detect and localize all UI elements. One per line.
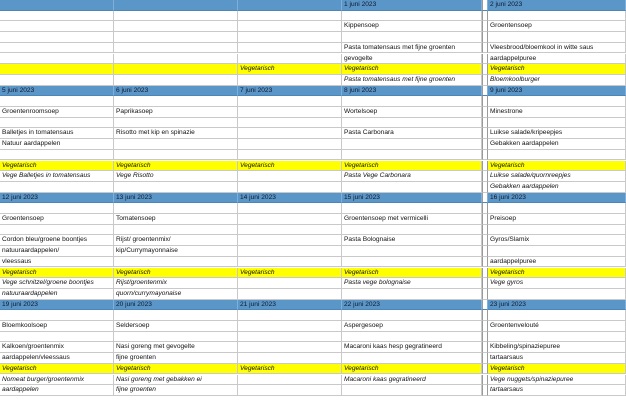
menu-row-thursday-cell[interactable] — [342, 96, 482, 107]
column-gap — [482, 118, 488, 129]
date-header-row — [0, 300, 626, 311]
column-gap — [482, 257, 488, 268]
vegetarian-dish-row-monday-cell[interactable]: Vege schnitzel/groene boontjes — [0, 278, 114, 289]
vegetarian-dish-row-friday-cell[interactable] — [488, 289, 626, 300]
vegetarian-label-row-thursday-cell[interactable]: Vegetarisch — [342, 268, 482, 279]
menu-row-wednesday-cell[interactable] — [238, 257, 342, 268]
menu-row — [0, 235, 626, 246]
menu-row-thursday-cell[interactable] — [342, 225, 482, 236]
column-gap — [482, 96, 488, 107]
date-header-row-wednesday-cell[interactable]: 21 juni 2023 — [238, 300, 342, 311]
vegetarian-dish-row-monday-cell[interactable]: Vege Balletjes in tomatensaus — [0, 171, 114, 182]
menu-row — [0, 139, 626, 150]
vegetarian-dish-row-wednesday-cell[interactable] — [238, 171, 342, 182]
menu-row — [0, 21, 626, 32]
vegetarian-dish-row — [0, 289, 626, 300]
menu-row-wednesday-cell[interactable] — [238, 353, 342, 364]
menu-row-tuesday-cell[interactable]: kip/Currymayonnaise — [114, 246, 238, 257]
menu-row-wednesday-cell[interactable] — [238, 321, 342, 332]
menu-row — [0, 150, 626, 161]
menu-row-thursday-cell[interactable] — [342, 118, 482, 129]
menu-row-monday-cell[interactable]: Kalkoen/groentenmix — [0, 342, 114, 353]
menu-row-wednesday-cell[interactable] — [238, 332, 342, 343]
vegetarian-dish-row — [0, 75, 626, 86]
menu-row-friday-cell[interactable]: Kibbeling/spinaziepuree — [488, 342, 626, 353]
column-gap — [482, 0, 488, 11]
date-header-row-thursday-cell[interactable]: 8 juni 2023 — [342, 86, 482, 97]
date-header-row-friday-cell[interactable]: 23 juni 2023 — [488, 300, 626, 311]
vegetarian-label-row-monday-cell[interactable] — [0, 64, 114, 75]
vegetarian-dish-row-friday-cell[interactable]: Luikse salade/quornreepjes — [488, 171, 626, 182]
column-gap — [482, 364, 488, 375]
vegetarian-dish-row — [0, 171, 626, 182]
vegetarian-dish-row-thursday-cell[interactable]: Pasta tomatensaus met fijne groenten — [342, 75, 482, 86]
vegetarian-label-row-monday-cell[interactable]: Vegetarisch — [0, 364, 114, 375]
menu-row — [0, 118, 626, 129]
menu-row-friday-cell[interactable] — [488, 11, 626, 22]
menu-row-monday-cell[interactable]: vleessaus — [0, 257, 114, 268]
menu-row — [0, 107, 626, 118]
vegetarian-dish-row — [0, 375, 626, 386]
date-header-row-tuesday-cell[interactable]: 6 juni 2023 — [114, 86, 238, 97]
column-gap — [482, 75, 488, 86]
menu-row — [0, 96, 626, 107]
vegetarian-label-row-thursday-cell[interactable]: Vegetarisch — [342, 364, 482, 375]
menu-row-wednesday-cell[interactable] — [238, 310, 342, 321]
vegetarian-label-row-tuesday-cell[interactable]: Vegetarisch — [114, 364, 238, 375]
menu-row-tuesday-cell[interactable] — [114, 332, 238, 343]
vegetarian-dish-row-monday-cell[interactable] — [0, 182, 114, 193]
menu-row-thursday-cell[interactable] — [342, 246, 482, 257]
vegetarian-label-row-wednesday-cell[interactable]: Vegetarisch — [238, 268, 342, 279]
date-header-row-wednesday-cell[interactable]: 7 juni 2023 — [238, 86, 342, 97]
menu-row-tuesday-cell[interactable]: Tomatensoep — [114, 214, 238, 225]
menu-row — [0, 321, 626, 332]
column-gap — [482, 235, 488, 246]
column-gap — [482, 214, 488, 225]
vegetarian-label-row — [0, 161, 626, 172]
date-header-row-tuesday-cell[interactable] — [114, 0, 238, 11]
menu-row-wednesday-cell[interactable] — [238, 139, 342, 150]
menu-row-wednesday-cell[interactable] — [238, 225, 342, 236]
menu-row-monday-cell[interactable] — [0, 203, 114, 214]
menu-row-friday-cell[interactable]: Vleesbrood/bloemkool in witte saus — [488, 43, 626, 54]
menu-row-tuesday-cell[interactable] — [114, 54, 238, 65]
column-gap — [482, 353, 488, 364]
menu-row-thursday-cell[interactable] — [342, 332, 482, 343]
menu-row-friday-cell[interactable] — [488, 246, 626, 257]
column-gap — [482, 139, 488, 150]
vegetarian-dish-row-tuesday-cell[interactable]: fijne groenten — [114, 385, 238, 396]
vegetarian-dish-row-tuesday-cell[interactable] — [114, 75, 238, 86]
column-gap — [482, 161, 488, 172]
column-gap — [482, 128, 488, 139]
vegetarian-dish-row-monday-cell[interactable]: Nomeat burger/groentenmix — [0, 375, 114, 386]
vegetarian-dish-row-monday-cell[interactable]: aardappelen — [0, 385, 114, 396]
vegetarian-dish-row-wednesday-cell[interactable] — [238, 75, 342, 86]
menu-row-monday-cell[interactable] — [0, 96, 114, 107]
menu-row-wednesday-cell[interactable] — [238, 43, 342, 54]
menu-row-wednesday-cell[interactable] — [238, 342, 342, 353]
menu-row-tuesday-cell[interactable] — [114, 225, 238, 236]
menu-row — [0, 342, 626, 353]
menu-row — [0, 43, 626, 54]
menu-row-tuesday-cell[interactable]: Rijst/ groentenmix/ — [114, 235, 238, 246]
menu-row-friday-cell[interactable]: Preisoep — [488, 214, 626, 225]
menu-row-friday-cell[interactable]: aardappelpuree — [488, 257, 626, 268]
vegetarian-dish-row-thursday-cell[interactable] — [342, 385, 482, 396]
vegetarian-label-row-tuesday-cell[interactable] — [114, 64, 238, 75]
date-header-row-monday-cell[interactable]: 19 juni 2023 — [0, 300, 114, 311]
menu-row-thursday-cell[interactable]: Macaroni kaas hesp gegratineerd — [342, 342, 482, 353]
menu-row-friday-cell[interactable] — [488, 150, 626, 161]
menu-row-friday-cell[interactable]: Groentenvelouté — [488, 321, 626, 332]
menu-row-friday-cell[interactable]: tartaarsaus — [488, 353, 626, 364]
menu-row-thursday-cell[interactable]: Pasta tomatensaus met fijne groenten — [342, 43, 482, 54]
column-gap — [482, 171, 488, 182]
menu-row-thursday-cell[interactable] — [342, 150, 482, 161]
menu-row-wednesday-cell[interactable] — [238, 203, 342, 214]
menu-row-tuesday-cell[interactable]: fijne groenten — [114, 353, 238, 364]
menu-row-monday-cell[interactable] — [0, 11, 114, 22]
vegetarian-dish-row-tuesday-cell[interactable]: Rijst/groentenmix — [114, 278, 238, 289]
menu-row-thursday-cell[interactable]: Aspergesoep — [342, 321, 482, 332]
menu-row-thursday-cell[interactable] — [342, 139, 482, 150]
vegetarian-dish-row-monday-cell[interactable] — [0, 75, 114, 86]
date-header-row-tuesday-cell[interactable]: 20 juni 2023 — [114, 300, 238, 311]
date-header-row-thursday-cell[interactable]: 15 juni 2023 — [342, 193, 482, 204]
menu-row-wednesday-cell[interactable] — [238, 96, 342, 107]
menu-row-monday-cell[interactable]: Natuur aardappelen — [0, 139, 114, 150]
date-header-row-friday-cell[interactable]: 16 juni 2023 — [488, 193, 626, 204]
menu-row-tuesday-cell[interactable] — [114, 150, 238, 161]
menu-row-tuesday-cell[interactable]: Nasi goreng met gevogelte — [114, 342, 238, 353]
vegetarian-label-row-friday-cell[interactable]: Vegetarisch — [488, 364, 626, 375]
column-gap — [482, 150, 488, 161]
menu-row-friday-cell[interactable]: Groentensoep — [488, 21, 626, 32]
column-gap — [482, 64, 488, 75]
column-gap — [482, 278, 488, 289]
vegetarian-label-row-tuesday-cell[interactable]: Vegetarisch — [114, 161, 238, 172]
menu-row-thursday-cell[interactable] — [342, 310, 482, 321]
vegetarian-dish-row-monday-cell[interactable]: natuuraardappelen — [0, 289, 114, 300]
menu-row-friday-cell[interactable] — [488, 203, 626, 214]
menu-row-tuesday-cell[interactable] — [114, 21, 238, 32]
vegetarian-label-row-thursday-cell[interactable]: Vegetarisch — [342, 64, 482, 75]
menu-row-thursday-cell[interactable]: Groentensoep met vermicelli — [342, 214, 482, 225]
menu-row — [0, 203, 626, 214]
vegetarian-dish-row-tuesday-cell[interactable] — [114, 182, 238, 193]
menu-row-tuesday-cell[interactable]: Seldersoep — [114, 321, 238, 332]
menu-row — [0, 128, 626, 139]
column-gap — [482, 32, 488, 43]
menu-row-tuesday-cell[interactable] — [114, 257, 238, 268]
menu-row-wednesday-cell[interactable] — [238, 150, 342, 161]
date-header-row-tuesday-cell[interactable]: 13 juni 2023 — [114, 193, 238, 204]
menu-row-thursday-cell[interactable] — [342, 32, 482, 43]
column-gap — [482, 43, 488, 54]
menu-row-monday-cell[interactable]: aardappelen/vleessaus — [0, 353, 114, 364]
menu-row-monday-cell[interactable] — [0, 21, 114, 32]
menu-row-monday-cell[interactable]: natuuraardappelen/ — [0, 246, 114, 257]
menu-row — [0, 246, 626, 257]
menu-row-monday-cell[interactable] — [0, 118, 114, 129]
vegetarian-dish-row-thursday-cell[interactable] — [342, 289, 482, 300]
menu-row-monday-cell[interactable]: Groentenroomsoep — [0, 107, 114, 118]
column-gap — [482, 289, 488, 300]
vegetarian-label-row-tuesday-cell[interactable]: Vegetarisch — [114, 268, 238, 279]
date-header-row-monday-cell[interactable]: 12 juni 2023 — [0, 193, 114, 204]
menu-row-monday-cell[interactable] — [0, 54, 114, 65]
vegetarian-label-row-wednesday-cell[interactable]: Vegetarisch — [238, 161, 342, 172]
date-header-row-thursday-cell[interactable]: 22 juni 2023 — [342, 300, 482, 311]
vegetarian-label-row — [0, 64, 626, 75]
date-header-row-monday-cell[interactable] — [0, 0, 114, 11]
menu-row-thursday-cell[interactable]: Wortelsoep — [342, 107, 482, 118]
menu-row — [0, 353, 626, 364]
date-header-row — [0, 86, 626, 97]
vegetarian-dish-row-friday-cell[interactable]: Gebakken aardappelen — [488, 182, 626, 193]
vegetarian-label-row — [0, 364, 626, 375]
menu-row-thursday-cell[interactable]: gevogelte — [342, 54, 482, 65]
menu-row-friday-cell[interactable]: aardappelpuree — [488, 54, 626, 65]
vegetarian-dish-row-thursday-cell[interactable]: Pasta Vege Carbonara — [342, 171, 482, 182]
menu-row-monday-cell[interactable] — [0, 332, 114, 343]
menu-row — [0, 257, 626, 268]
menu-row-wednesday-cell[interactable] — [238, 11, 342, 22]
menu-row-monday-cell[interactable] — [0, 43, 114, 54]
menu-row-monday-cell[interactable]: Cordon bleu/groene boontjes — [0, 235, 114, 246]
vegetarian-dish-row-wednesday-cell[interactable] — [238, 278, 342, 289]
menu-row-tuesday-cell[interactable] — [114, 310, 238, 321]
menu-row-friday-cell[interactable] — [488, 96, 626, 107]
vegetarian-dish-row-friday-cell[interactable]: tartaarsaus — [488, 385, 626, 396]
vegetarian-label-row-wednesday-cell[interactable]: Vegetarisch — [238, 64, 342, 75]
menu-row-thursday-cell[interactable]: Pasta Bolognaise — [342, 235, 482, 246]
column-gap — [482, 225, 488, 236]
column-gap — [482, 21, 488, 32]
menu-row-wednesday-cell[interactable] — [238, 32, 342, 43]
column-gap — [482, 246, 488, 257]
menu-row-wednesday-cell[interactable] — [238, 214, 342, 225]
menu-row-tuesday-cell[interactable] — [114, 43, 238, 54]
menu-row — [0, 225, 626, 236]
column-gap — [482, 268, 488, 279]
menu-row-tuesday-cell[interactable] — [114, 32, 238, 43]
menu-row-tuesday-cell[interactable] — [114, 11, 238, 22]
column-gap — [482, 321, 488, 332]
vegetarian-label-row-monday-cell[interactable]: Vegetarisch — [0, 268, 114, 279]
vegetarian-dish-row-wednesday-cell[interactable] — [238, 182, 342, 193]
menu-row — [0, 310, 626, 321]
menu-row-tuesday-cell[interactable] — [114, 96, 238, 107]
vegetarian-dish-row-tuesday-cell[interactable]: Nasi goreng met gebakken ei — [114, 375, 238, 386]
menu-row-thursday-cell[interactable] — [342, 11, 482, 22]
menu-row-wednesday-cell[interactable] — [238, 235, 342, 246]
menu-row-monday-cell[interactable] — [0, 225, 114, 236]
menu-row-friday-cell[interactable]: Gebakken aardappelen — [488, 139, 626, 150]
menu-row-friday-cell[interactable]: Minestrone — [488, 107, 626, 118]
vegetarian-label-row — [0, 268, 626, 279]
menu-row — [0, 11, 626, 22]
menu-row-thursday-cell[interactable] — [342, 257, 482, 268]
date-header-row-wednesday-cell[interactable] — [238, 0, 342, 11]
vegetarian-dish-row-thursday-cell[interactable] — [342, 182, 482, 193]
menu-row-thursday-cell[interactable]: Kippensoep — [342, 21, 482, 32]
vegetarian-label-row-thursday-cell[interactable]: Vegetarisch — [342, 161, 482, 172]
vegetarian-label-row-friday-cell[interactable]: Vegetarisch — [488, 268, 626, 279]
column-gap — [482, 182, 488, 193]
column-gap — [482, 375, 488, 386]
menu-row-tuesday-cell[interactable] — [114, 118, 238, 129]
menu-row-monday-cell[interactable]: Groentensoep — [0, 214, 114, 225]
menu-row-thursday-cell[interactable]: Pasta Carbonara — [342, 128, 482, 139]
menu-row-friday-cell[interactable] — [488, 225, 626, 236]
menu-row-tuesday-cell[interactable]: Risotto met kip en spinazie — [114, 128, 238, 139]
menu-row-monday-cell[interactable]: Balletjes in tomatensaus — [0, 128, 114, 139]
vegetarian-dish-row-tuesday-cell[interactable]: Vege Risotto — [114, 171, 238, 182]
menu-row-thursday-cell[interactable] — [342, 203, 482, 214]
menu-row — [0, 32, 626, 43]
vegetarian-label-row-friday-cell[interactable]: Vegetarisch — [488, 64, 626, 75]
column-gap — [482, 310, 488, 321]
vegetarian-dish-row — [0, 182, 626, 193]
menu-row-friday-cell[interactable]: Luikse salade/kripeepjes — [488, 128, 626, 139]
date-header-row-thursday-cell[interactable]: 1 juni 2023 — [342, 0, 482, 11]
menu-row-wednesday-cell[interactable] — [238, 21, 342, 32]
column-gap — [482, 332, 488, 343]
date-header-row — [0, 0, 626, 11]
vegetarian-label-row-monday-cell[interactable]: Vegetarisch — [0, 161, 114, 172]
vegetarian-label-row-friday-cell[interactable]: Vegetarisch — [488, 161, 626, 172]
menu-row — [0, 332, 626, 343]
menu-row-tuesday-cell[interactable] — [114, 203, 238, 214]
vegetarian-dish-row-friday-cell[interactable]: Vege nuggets/spinaziepuree — [488, 375, 626, 386]
menu-row-monday-cell[interactable] — [0, 32, 114, 43]
menu-row-tuesday-cell[interactable]: Paprikasoep — [114, 107, 238, 118]
column-gap — [482, 203, 488, 214]
menu-row-monday-cell[interactable]: Bloemkoolsoep — [0, 321, 114, 332]
menu-row-friday-cell[interactable] — [488, 310, 626, 321]
vegetarian-dish-row — [0, 385, 626, 396]
menu-row-wednesday-cell[interactable] — [238, 54, 342, 65]
column-gap — [482, 11, 488, 22]
column-gap — [482, 193, 488, 204]
menu-row — [0, 214, 626, 225]
vegetarian-dish-row-thursday-cell[interactable]: Pasta vege bolognaise — [342, 278, 482, 289]
vegetarian-dish-row-tuesday-cell[interactable]: quorn/currymayonaise — [114, 289, 238, 300]
column-gap — [482, 385, 488, 396]
vegetarian-dish-row — [0, 278, 626, 289]
menu-row-friday-cell[interactable] — [488, 332, 626, 343]
menu-row-thursday-cell[interactable] — [342, 353, 482, 364]
menu-row-wednesday-cell[interactable] — [238, 128, 342, 139]
date-header-row-wednesday-cell[interactable]: 14 juni 2023 — [238, 193, 342, 204]
vegetarian-dish-row-friday-cell[interactable]: Bloemkoolburger — [488, 75, 626, 86]
menu-row-friday-cell[interactable] — [488, 118, 626, 129]
menu-row-wednesday-cell[interactable] — [238, 118, 342, 129]
menu-row-monday-cell[interactable] — [0, 310, 114, 321]
vegetarian-dish-row-wednesday-cell[interactable] — [238, 385, 342, 396]
date-header-row — [0, 193, 626, 204]
vegetarian-dish-row-friday-cell[interactable]: Vege gyros — [488, 278, 626, 289]
menu-row-tuesday-cell[interactable] — [114, 139, 238, 150]
menu-row-wednesday-cell[interactable] — [238, 107, 342, 118]
vegetarian-dish-row-wednesday-cell[interactable] — [238, 289, 342, 300]
vegetarian-label-row-wednesday-cell[interactable]: Vegetarisch — [238, 364, 342, 375]
menu-row-monday-cell[interactable] — [0, 150, 114, 161]
menu-row-friday-cell[interactable] — [488, 32, 626, 43]
menu-row-friday-cell[interactable]: Gyros/Slamix — [488, 235, 626, 246]
menu-row — [0, 54, 626, 65]
column-gap — [482, 107, 488, 118]
date-header-row-monday-cell[interactable]: 5 juni 2023 — [0, 86, 114, 97]
date-header-row-friday-cell[interactable]: 9 juni 2023 — [488, 86, 626, 97]
menu-row-wednesday-cell[interactable] — [238, 246, 342, 257]
column-gap — [482, 300, 488, 311]
column-gap — [482, 342, 488, 353]
vegetarian-dish-row-thursday-cell[interactable]: Macaroni kaas gegratineerd — [342, 375, 482, 386]
vegetarian-dish-row-wednesday-cell[interactable] — [238, 375, 342, 386]
column-gap — [482, 54, 488, 65]
date-header-row-friday-cell[interactable]: 2 juni 2023 — [488, 0, 626, 11]
column-gap — [482, 86, 488, 97]
